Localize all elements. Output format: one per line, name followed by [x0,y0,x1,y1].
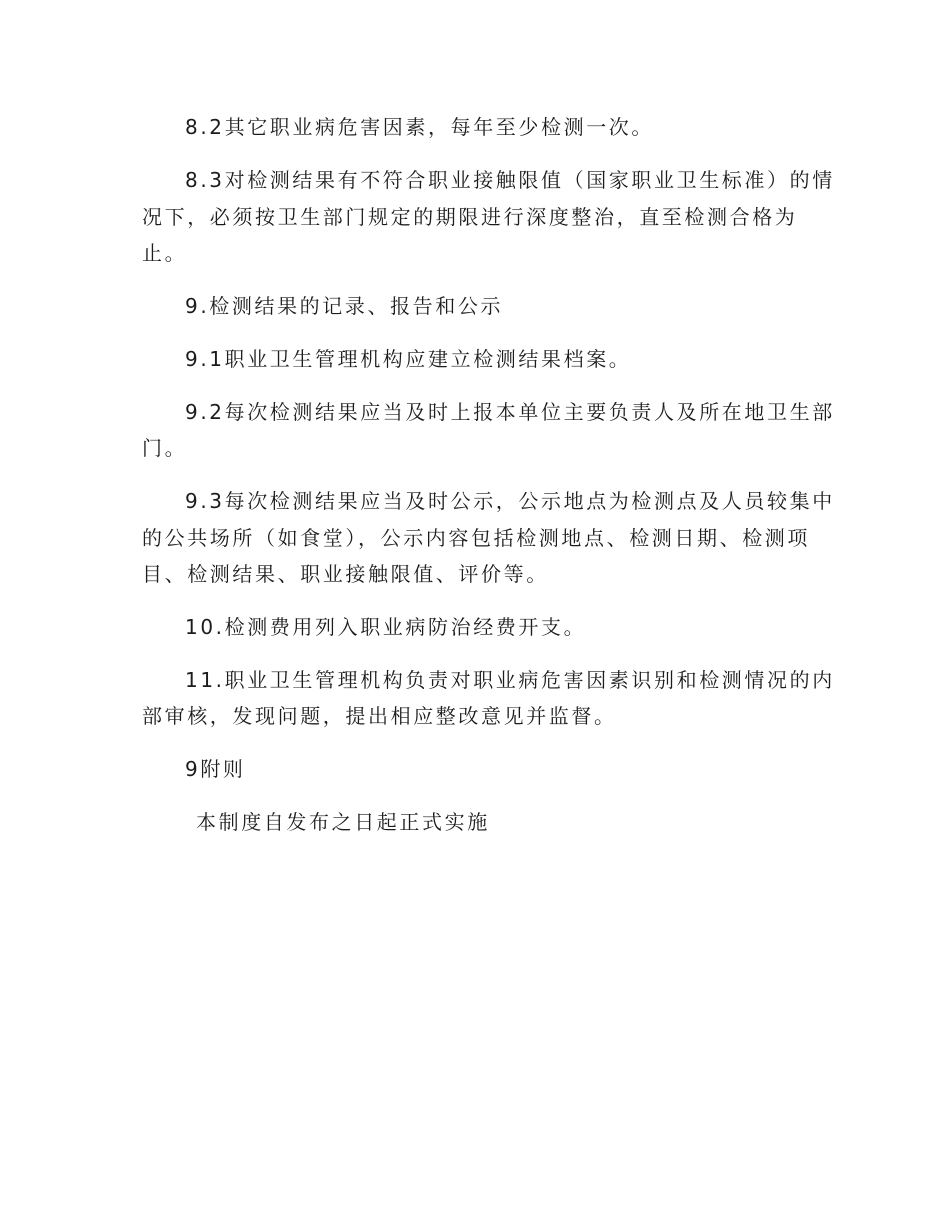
paragraph-9-2-line-1: 9.2每次检测结果应当及时上报本单位主要负责人及所在地卫生部 [185,400,835,424]
paragraph-9-1: 9.1职业卫生管理机构应建立检测结果档案。 [185,347,632,371]
paragraph-11-line-1: 11.职业卫生管理机构负责对职业病危害因素识别和检测情况的内 [185,668,835,692]
effective-statement: 本制度自发布之日起正式实施 [196,810,490,834]
paragraph-8-3-line-1: 8.3对检测结果有不符合职业接触限值（国家职业卫生标准）的情 [185,168,835,192]
paragraph-9-3-line-2: 的公共场所（如食堂），公示内容包括检测地点、检测日期、检测项 [142,526,810,550]
appendix-heading: 9附则 [185,757,246,781]
paragraph-8-3-line-3: 止。 [142,241,188,265]
section-9-heading: 9.检测结果的记录、报告和公示 [185,294,504,318]
paragraph-9-3-line-1: 9.3每次检测结果应当及时公示，公示地点为检测点及人员较集中 [185,489,835,513]
paragraph-9-2-line-2: 门。 [142,436,188,460]
paragraph-8-2: 8.2其它职业病危害因素，每年至少检测一次。 [185,115,655,139]
paragraph-10: 10.检测费用列入职业病防治经费开支。 [185,615,587,639]
paragraph-9-3-line-3: 目、检测结果、职业接触限值、评价等。 [142,562,549,586]
paragraph-8-3-line-2: 况下，必须按卫生部门规定的期限进行深度整治，直至检测合格为 [142,205,798,229]
paragraph-11-line-2: 部审核，发现问题，提出相应整改意见并监督。 [142,704,617,728]
